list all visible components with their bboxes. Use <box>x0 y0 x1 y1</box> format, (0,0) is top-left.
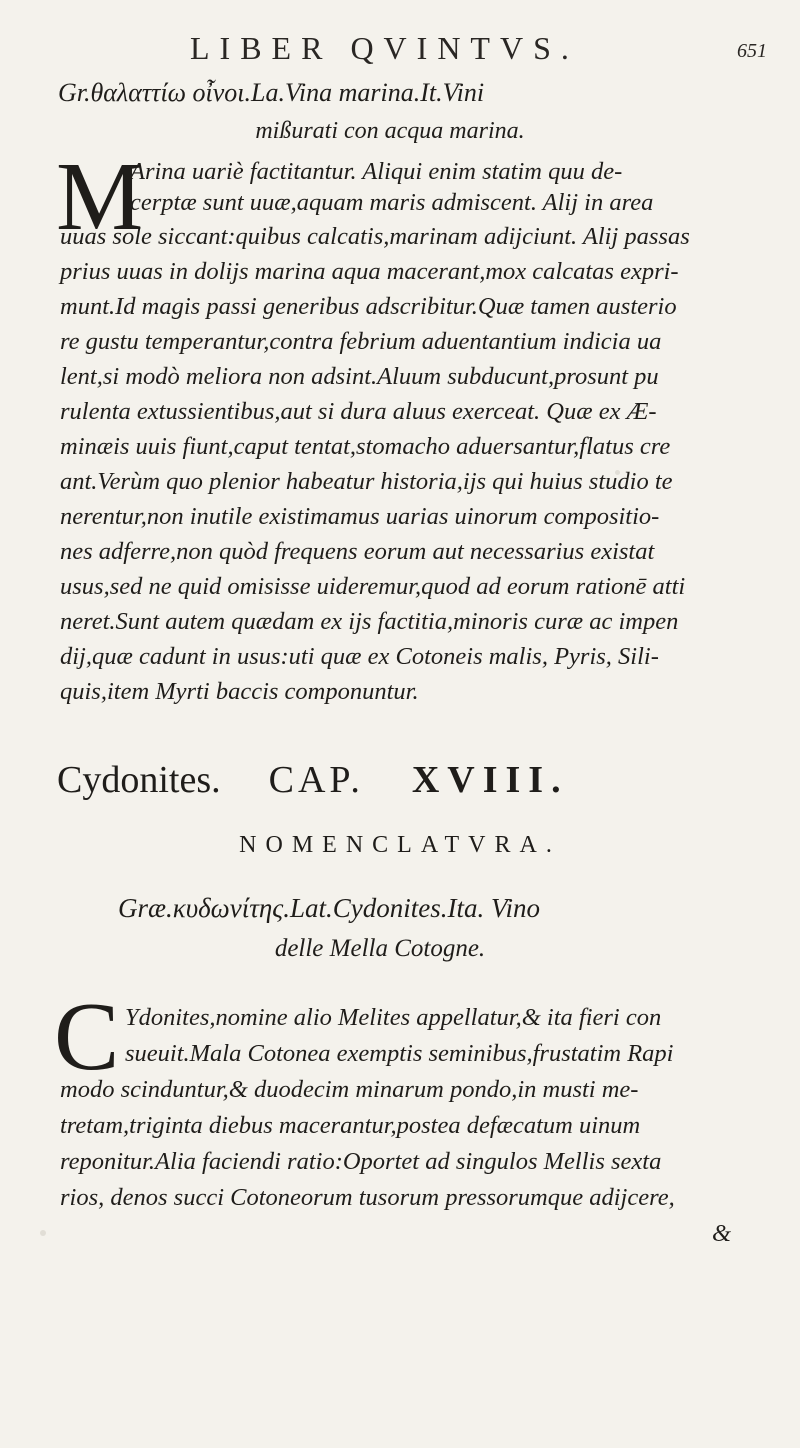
body-line: tretam,triginta diebus macerantur,postea defæcatum uinum <box>60 1112 641 1139</box>
body-line: dij,quæ cadunt in usus:uti quæ ex Cotoneis malis, Pyris, Sili- <box>60 643 659 670</box>
body-line: nerentur,non inutile existimamus uarias uinorum compositio- <box>60 503 660 530</box>
body-line: minæis uuis fiunt,caput tentat,stomacho aduersantur,flatus cre <box>60 433 671 460</box>
body-line: prius uuas in dolijs marina aqua macerant,mox calcatas expri- <box>60 258 679 285</box>
body-line: reponitur.Alia faciendi ratio:Oportet ad singulos Mellis sexta <box>60 1148 662 1175</box>
body-line: quis,item Myrti baccis componuntur. <box>60 678 419 705</box>
body-line: sueuit.Mala Cotonea exemptis seminibus,frustatim Rapi <box>125 1040 674 1067</box>
body-line: re gustu temperantur,contra febrium aduentantium indicia ua <box>60 328 662 355</box>
section2-heading-line-2: delle Mella Cotogne. <box>274 935 486 962</box>
body-line: ant.Verùm quo plenior habeatur historia,ijs qui huius studio te <box>60 468 673 495</box>
body-line: neret.Sunt autem quædam ex ijs factitia,minoris curæ ac impen <box>60 608 679 635</box>
chapter-cap-label: CAP. <box>268 759 364 801</box>
body-line: modo scinduntur,& duodecim minarum pondo,in musti me- <box>60 1076 639 1103</box>
body-line: rulenta extussientibus,aut si dura aluus exerceat. Quæ ex Æ- <box>60 398 657 425</box>
section1-heading-line-1: Gr.θαλαττίω οἶνοι.La.Vina marina.It.Vini <box>58 78 485 107</box>
paper-speck <box>40 1230 46 1236</box>
drop-initial-m: M <box>56 143 144 251</box>
body-line: lent,si modò meliora non adsint.Aluum subducunt,prosunt pu <box>60 363 659 390</box>
section2-heading-line-1: Græ.κυδωνίτης.Lat.Cydonites.Ita. Vino <box>118 893 540 923</box>
body-line: usus,sed ne quid omisisse uideremur,quod ad eorum rationē atti <box>60 573 686 600</box>
catchword: & <box>712 1220 732 1247</box>
body-line: uuas sole siccant:quibus calcatis,marinam adijciunt. Alij passas <box>60 223 690 250</box>
body-line: Arina uariè factitantur. Aliqui enim statim quu de- <box>130 158 623 185</box>
running-head: LIBER QVINTVS. <box>190 30 579 66</box>
body-line: munt.Id magis passi generibus adscribitur.Quæ tamen austerio <box>60 293 677 320</box>
body-line: rios, denos succi Cotoneorum tusorum pressorumque adijcere, <box>60 1184 675 1211</box>
drop-initial-c: C <box>54 983 120 1091</box>
body-line: cerptæ sunt uuæ,aquam maris admiscent. Alij in area <box>130 189 654 216</box>
paper-speck <box>615 470 620 475</box>
chapter-title-word: Cydonites. <box>57 759 221 801</box>
section1-heading-line-2: mißurati con acqua marina. <box>255 118 525 144</box>
chapter-heading <box>57 758 757 802</box>
body-line: nes adferre,non quòd frequens eorum aut necessarius existat <box>60 538 655 565</box>
page-number: 651 <box>737 40 767 62</box>
nomenclatura-heading: NOMENCLATVRA. <box>239 832 561 858</box>
body-line: Ydonites,nomine alio Melites appellatur,& ita fieri con <box>125 1004 662 1031</box>
chapter-number: XVIII. <box>411 759 569 801</box>
